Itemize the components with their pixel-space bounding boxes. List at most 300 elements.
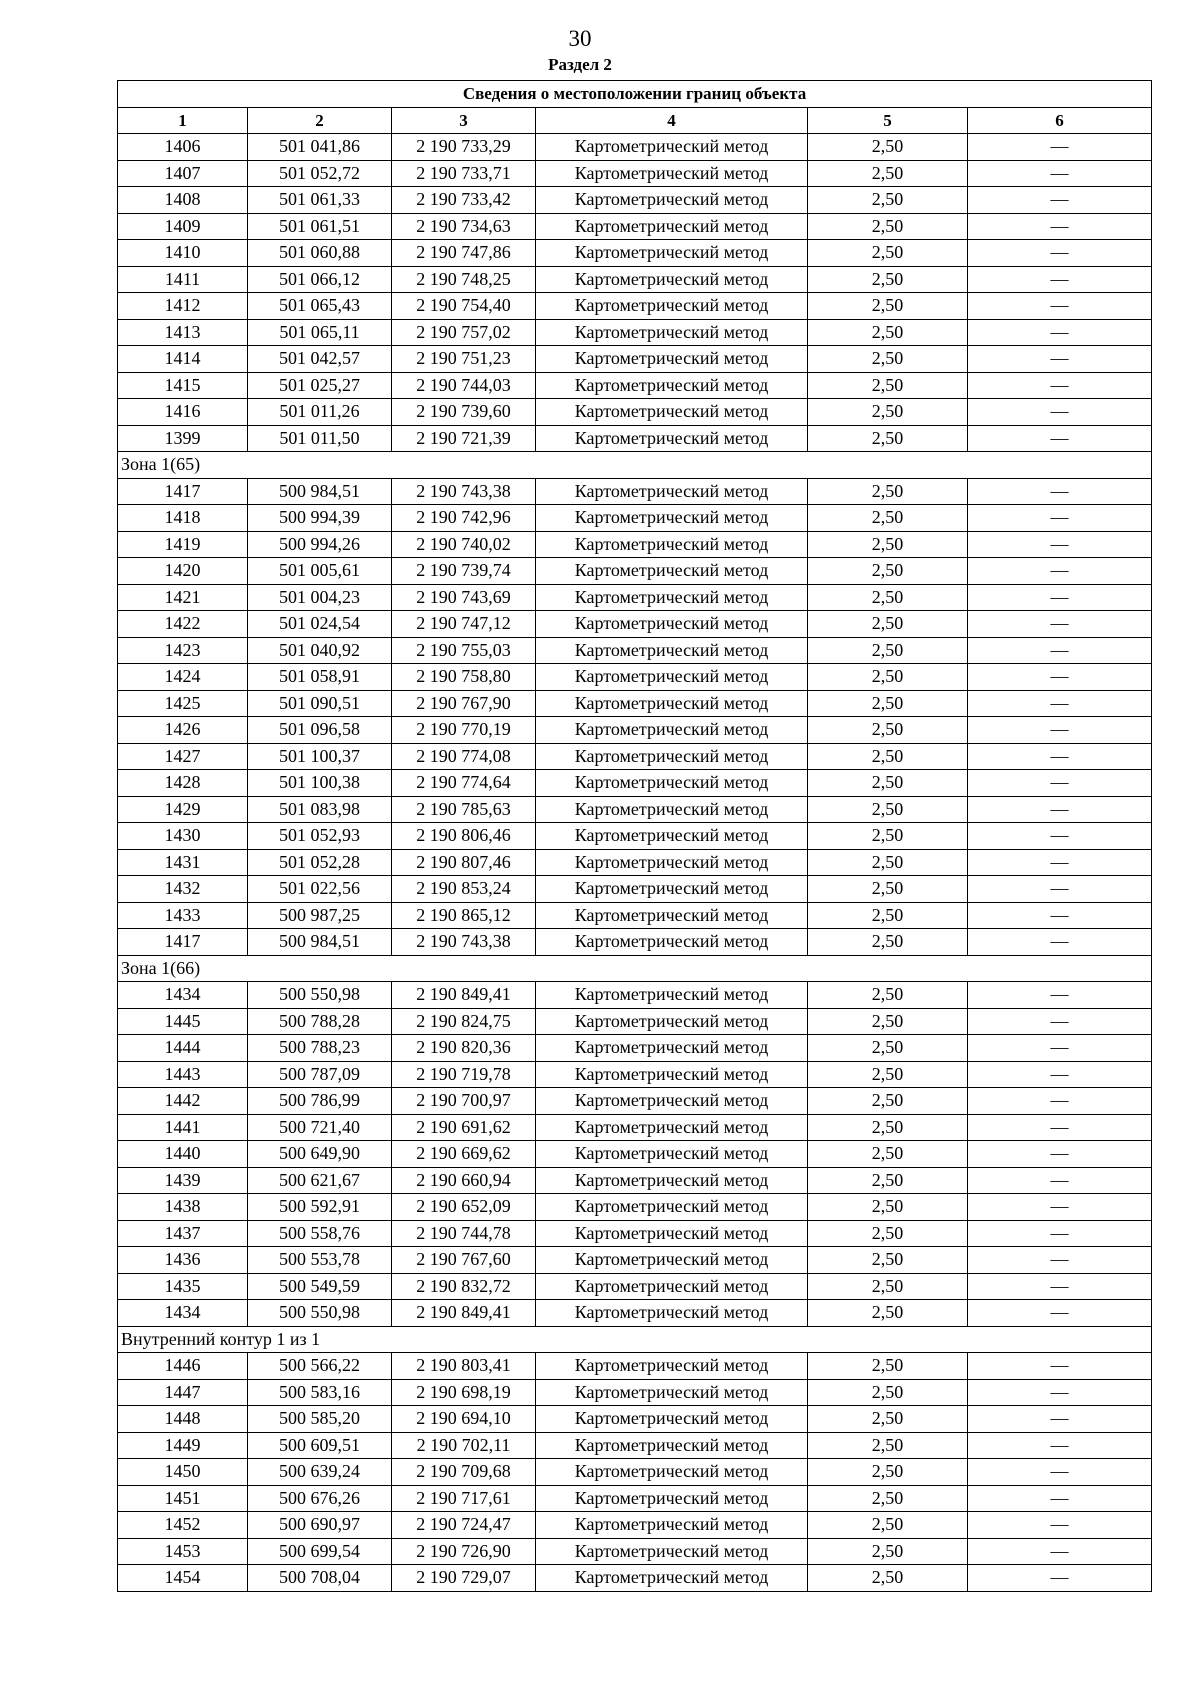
- accuracy-cell: 2,50: [808, 134, 968, 161]
- x-coordinate-cell: 501 040,92: [248, 637, 392, 664]
- x-coordinate-cell: 500 994,39: [248, 505, 392, 532]
- x-coordinate-cell: 501 005,61: [248, 558, 392, 585]
- x-coordinate-cell: 500 721,40: [248, 1114, 392, 1141]
- description-cell: —: [968, 478, 1152, 505]
- point-number-cell: 1446: [118, 1353, 248, 1380]
- method-cell: Картометрический метод: [536, 611, 808, 638]
- y-coordinate-cell: 2 190 669,62: [392, 1141, 536, 1168]
- description-cell: —: [968, 134, 1152, 161]
- method-cell: Картометрический метод: [536, 743, 808, 770]
- x-coordinate-cell: 501 061,33: [248, 187, 392, 214]
- x-coordinate-cell: 501 041,86: [248, 134, 392, 161]
- y-coordinate-cell: 2 190 767,90: [392, 690, 536, 717]
- x-coordinate-cell: 500 984,51: [248, 478, 392, 505]
- zone-label: Зона 1(66): [118, 955, 1152, 982]
- y-coordinate-cell: 2 190 824,75: [392, 1008, 536, 1035]
- column-number: 4: [536, 107, 808, 134]
- table-row: [118, 399, 1152, 426]
- y-coordinate-cell: 2 190 740,02: [392, 531, 536, 558]
- accuracy-cell: 2,50: [808, 902, 968, 929]
- accuracy-cell: 2,50: [808, 1061, 968, 1088]
- accuracy-cell: 2,50: [808, 849, 968, 876]
- x-coordinate-cell: 500 984,51: [248, 929, 392, 956]
- y-coordinate-cell: 2 190 717,61: [392, 1485, 536, 1512]
- description-cell: —: [968, 611, 1152, 638]
- accuracy-cell: 2,50: [808, 823, 968, 850]
- accuracy-cell: 2,50: [808, 1538, 968, 1565]
- description-cell: —: [968, 1008, 1152, 1035]
- method-cell: Картометрический метод: [536, 982, 808, 1009]
- x-coordinate-cell: 500 609,51: [248, 1432, 392, 1459]
- point-number-cell: 1453: [118, 1538, 248, 1565]
- accuracy-cell: 2,50: [808, 770, 968, 797]
- description-cell: —: [968, 876, 1152, 903]
- method-cell: Картометрический метод: [536, 664, 808, 691]
- description-cell: —: [968, 1565, 1152, 1592]
- accuracy-cell: 2,50: [808, 1167, 968, 1194]
- description-cell: —: [968, 1353, 1152, 1380]
- y-coordinate-cell: 2 190 774,64: [392, 770, 536, 797]
- y-coordinate-cell: 2 190 865,12: [392, 902, 536, 929]
- y-coordinate-cell: 2 190 807,46: [392, 849, 536, 876]
- point-number-cell: 1430: [118, 823, 248, 850]
- description-cell: —: [968, 982, 1152, 1009]
- y-coordinate-cell: 2 190 744,03: [392, 372, 536, 399]
- method-cell: Картометрический метод: [536, 1538, 808, 1565]
- y-coordinate-cell: 2 190 803,41: [392, 1353, 536, 1380]
- table-row: [118, 1194, 1152, 1221]
- point-number-cell: 1413: [118, 319, 248, 346]
- accuracy-cell: 2,50: [808, 213, 968, 240]
- table-row: [118, 1485, 1152, 1512]
- y-coordinate-cell: 2 190 733,42: [392, 187, 536, 214]
- y-coordinate-cell: 2 190 820,36: [392, 1035, 536, 1062]
- description-cell: —: [968, 1512, 1152, 1539]
- x-coordinate-cell: 500 621,67: [248, 1167, 392, 1194]
- table-row: [118, 372, 1152, 399]
- description-cell: —: [968, 346, 1152, 373]
- description-cell: —: [968, 1538, 1152, 1565]
- point-number-cell: 1417: [118, 478, 248, 505]
- zone-label: Зона 1(65): [118, 452, 1152, 479]
- point-number-cell: 1438: [118, 1194, 248, 1221]
- point-number-cell: 1433: [118, 902, 248, 929]
- accuracy-cell: 2,50: [808, 611, 968, 638]
- method-cell: Картометрический метод: [536, 1114, 808, 1141]
- description-cell: —: [968, 584, 1152, 611]
- zone-header-row: [118, 1326, 1152, 1353]
- description-cell: —: [968, 902, 1152, 929]
- accuracy-cell: 2,50: [808, 1088, 968, 1115]
- x-coordinate-cell: 501 060,88: [248, 240, 392, 267]
- table-row: [118, 637, 1152, 664]
- description-cell: —: [968, 929, 1152, 956]
- table-row: [118, 1459, 1152, 1486]
- table-row: [118, 664, 1152, 691]
- method-cell: Картометрический метод: [536, 346, 808, 373]
- y-coordinate-cell: 2 190 660,94: [392, 1167, 536, 1194]
- zone-header-row: [118, 955, 1152, 982]
- y-coordinate-cell: 2 190 721,39: [392, 425, 536, 452]
- y-coordinate-cell: 2 190 733,71: [392, 160, 536, 187]
- x-coordinate-cell: 500 550,98: [248, 982, 392, 1009]
- section-title: Раздел 2: [548, 55, 612, 74]
- method-cell: Картометрический метод: [536, 876, 808, 903]
- method-cell: Картометрический метод: [536, 1565, 808, 1592]
- y-coordinate-cell: 2 190 849,41: [392, 982, 536, 1009]
- x-coordinate-cell: 501 052,28: [248, 849, 392, 876]
- x-coordinate-cell: 501 058,91: [248, 664, 392, 691]
- table-row: [118, 823, 1152, 850]
- point-number-cell: 1422: [118, 611, 248, 638]
- x-coordinate-cell: 500 639,24: [248, 1459, 392, 1486]
- y-coordinate-cell: 2 190 744,78: [392, 1220, 536, 1247]
- point-number-cell: 1416: [118, 399, 248, 426]
- point-number-cell: 1407: [118, 160, 248, 187]
- point-number-cell: 1450: [118, 1459, 248, 1486]
- accuracy-cell: 2,50: [808, 372, 968, 399]
- description-cell: —: [968, 796, 1152, 823]
- x-coordinate-cell: 500 558,76: [248, 1220, 392, 1247]
- x-coordinate-cell: 500 708,04: [248, 1565, 392, 1592]
- accuracy-cell: 2,50: [808, 1008, 968, 1035]
- x-coordinate-cell: 500 787,09: [248, 1061, 392, 1088]
- x-coordinate-cell: 501 083,98: [248, 796, 392, 823]
- y-coordinate-cell: 2 190 724,47: [392, 1512, 536, 1539]
- description-cell: —: [968, 1406, 1152, 1433]
- column-number: 1: [118, 107, 248, 134]
- table-row: [118, 1300, 1152, 1327]
- table-row: [118, 160, 1152, 187]
- x-coordinate-cell: 501 004,23: [248, 584, 392, 611]
- description-cell: —: [968, 266, 1152, 293]
- y-coordinate-cell: 2 190 770,19: [392, 717, 536, 744]
- y-coordinate-cell: 2 190 652,09: [392, 1194, 536, 1221]
- x-coordinate-cell: 500 649,90: [248, 1141, 392, 1168]
- x-coordinate-cell: 500 583,16: [248, 1379, 392, 1406]
- method-cell: Картометрический метод: [536, 240, 808, 267]
- accuracy-cell: 2,50: [808, 240, 968, 267]
- point-number-cell: 1447: [118, 1379, 248, 1406]
- y-coordinate-cell: 2 190 729,07: [392, 1565, 536, 1592]
- accuracy-cell: 2,50: [808, 1194, 968, 1221]
- y-coordinate-cell: 2 190 743,69: [392, 584, 536, 611]
- accuracy-cell: 2,50: [808, 266, 968, 293]
- method-cell: Картометрический метод: [536, 1432, 808, 1459]
- table-row: [118, 690, 1152, 717]
- method-cell: Картометрический метод: [536, 770, 808, 797]
- y-coordinate-cell: 2 190 733,29: [392, 134, 536, 161]
- point-number-cell: 1410: [118, 240, 248, 267]
- y-coordinate-cell: 2 190 742,96: [392, 505, 536, 532]
- accuracy-cell: 2,50: [808, 531, 968, 558]
- accuracy-cell: 2,50: [808, 399, 968, 426]
- accuracy-cell: 2,50: [808, 929, 968, 956]
- y-coordinate-cell: 2 190 758,80: [392, 664, 536, 691]
- point-number-cell: 1427: [118, 743, 248, 770]
- column-number: 3: [392, 107, 536, 134]
- point-number-cell: 1448: [118, 1406, 248, 1433]
- point-number-cell: 1421: [118, 584, 248, 611]
- method-cell: Картометрический метод: [536, 849, 808, 876]
- method-cell: Картометрический метод: [536, 1300, 808, 1327]
- x-coordinate-cell: 500 786,99: [248, 1088, 392, 1115]
- point-number-cell: 1419: [118, 531, 248, 558]
- y-coordinate-cell: 2 190 767,60: [392, 1247, 536, 1274]
- table-row: [118, 929, 1152, 956]
- y-coordinate-cell: 2 190 747,86: [392, 240, 536, 267]
- description-cell: —: [968, 399, 1152, 426]
- table-row: [118, 425, 1152, 452]
- accuracy-cell: 2,50: [808, 346, 968, 373]
- point-number-cell: 1440: [118, 1141, 248, 1168]
- x-coordinate-cell: 501 090,51: [248, 690, 392, 717]
- table-row: [118, 584, 1152, 611]
- zone-label: Внутренний контур 1 из 1: [118, 1326, 1152, 1353]
- description-cell: —: [968, 690, 1152, 717]
- page-number: 30: [568, 26, 592, 51]
- point-number-cell: 1435: [118, 1273, 248, 1300]
- description-cell: —: [968, 1459, 1152, 1486]
- accuracy-cell: 2,50: [808, 1141, 968, 1168]
- method-cell: Картометрический метод: [536, 505, 808, 532]
- y-coordinate-cell: 2 190 734,63: [392, 213, 536, 240]
- y-coordinate-cell: 2 190 755,03: [392, 637, 536, 664]
- accuracy-cell: 2,50: [808, 478, 968, 505]
- description-cell: —: [968, 213, 1152, 240]
- method-cell: Картометрический метод: [536, 1035, 808, 1062]
- accuracy-cell: 2,50: [808, 1379, 968, 1406]
- point-number-cell: 1420: [118, 558, 248, 585]
- x-coordinate-cell: 501 100,37: [248, 743, 392, 770]
- x-coordinate-cell: 501 042,57: [248, 346, 392, 373]
- accuracy-cell: 2,50: [808, 796, 968, 823]
- y-coordinate-cell: 2 190 691,62: [392, 1114, 536, 1141]
- table-row: [118, 717, 1152, 744]
- x-coordinate-cell: 500 553,78: [248, 1247, 392, 1274]
- accuracy-cell: 2,50: [808, 187, 968, 214]
- accuracy-cell: 2,50: [808, 1300, 968, 1327]
- method-cell: Картометрический метод: [536, 425, 808, 452]
- x-coordinate-cell: 501 052,72: [248, 160, 392, 187]
- x-coordinate-cell: 501 066,12: [248, 266, 392, 293]
- description-cell: —: [968, 849, 1152, 876]
- description-cell: —: [968, 664, 1152, 691]
- method-cell: Картометрический метод: [536, 213, 808, 240]
- table-row: [118, 478, 1152, 505]
- description-cell: —: [968, 1141, 1152, 1168]
- x-coordinate-cell: 500 566,22: [248, 1353, 392, 1380]
- method-cell: Картометрический метод: [536, 134, 808, 161]
- y-coordinate-cell: 2 190 806,46: [392, 823, 536, 850]
- x-coordinate-cell: 501 065,11: [248, 319, 392, 346]
- accuracy-cell: 2,50: [808, 584, 968, 611]
- description-cell: —: [968, 531, 1152, 558]
- table-row: [118, 1114, 1152, 1141]
- description-cell: —: [968, 293, 1152, 320]
- point-number-cell: 1444: [118, 1035, 248, 1062]
- method-cell: Картометрический метод: [536, 902, 808, 929]
- x-coordinate-cell: 500 994,26: [248, 531, 392, 558]
- accuracy-cell: 2,50: [808, 558, 968, 585]
- accuracy-cell: 2,50: [808, 1485, 968, 1512]
- description-cell: —: [968, 1432, 1152, 1459]
- method-cell: Картометрический метод: [536, 1220, 808, 1247]
- table-row: [118, 346, 1152, 373]
- point-number-cell: 1414: [118, 346, 248, 373]
- table-row: [118, 266, 1152, 293]
- table-row: [118, 982, 1152, 1009]
- point-number-cell: 1441: [118, 1114, 248, 1141]
- x-coordinate-cell: 501 052,93: [248, 823, 392, 850]
- description-cell: —: [968, 505, 1152, 532]
- table-row: [118, 187, 1152, 214]
- table-row: [118, 1167, 1152, 1194]
- y-coordinate-cell: 2 190 709,68: [392, 1459, 536, 1486]
- table-row: [118, 1406, 1152, 1433]
- point-number-cell: 1426: [118, 717, 248, 744]
- description-cell: —: [968, 1061, 1152, 1088]
- x-coordinate-cell: 501 096,58: [248, 717, 392, 744]
- table-row: [118, 505, 1152, 532]
- point-number-cell: 1442: [118, 1088, 248, 1115]
- point-number-cell: 1423: [118, 637, 248, 664]
- table-row: [118, 134, 1152, 161]
- description-cell: —: [968, 240, 1152, 267]
- y-coordinate-cell: 2 190 757,02: [392, 319, 536, 346]
- zone-header-row: [118, 452, 1152, 479]
- method-cell: Картометрический метод: [536, 1194, 808, 1221]
- table-row: [118, 293, 1152, 320]
- x-coordinate-cell: 501 011,50: [248, 425, 392, 452]
- accuracy-cell: 2,50: [808, 1353, 968, 1380]
- accuracy-cell: 2,50: [808, 1406, 968, 1433]
- x-coordinate-cell: 500 788,28: [248, 1008, 392, 1035]
- table-row: [118, 1565, 1152, 1592]
- method-cell: Картометрический метод: [536, 690, 808, 717]
- table-row: [118, 1035, 1152, 1062]
- accuracy-cell: 2,50: [808, 982, 968, 1009]
- point-number-cell: 1434: [118, 982, 248, 1009]
- accuracy-cell: 2,50: [808, 319, 968, 346]
- x-coordinate-cell: 501 024,54: [248, 611, 392, 638]
- y-coordinate-cell: 2 190 754,40: [392, 293, 536, 320]
- point-number-cell: 1406: [118, 134, 248, 161]
- table-row: [118, 1008, 1152, 1035]
- description-cell: —: [968, 160, 1152, 187]
- point-number-cell: 1439: [118, 1167, 248, 1194]
- accuracy-cell: 2,50: [808, 1512, 968, 1539]
- method-cell: Картометрический метод: [536, 1141, 808, 1168]
- method-cell: Картометрический метод: [536, 1485, 808, 1512]
- point-number-cell: 1424: [118, 664, 248, 691]
- method-cell: Картометрический метод: [536, 1247, 808, 1274]
- column-number: 2: [248, 107, 392, 134]
- x-coordinate-cell: 500 690,97: [248, 1512, 392, 1539]
- y-coordinate-cell: 2 190 747,12: [392, 611, 536, 638]
- method-cell: Картометрический метод: [536, 1406, 808, 1433]
- table-body: [118, 134, 1152, 1592]
- y-coordinate-cell: 2 190 700,97: [392, 1088, 536, 1115]
- description-cell: —: [968, 717, 1152, 744]
- point-number-cell: 1437: [118, 1220, 248, 1247]
- table-row: [118, 213, 1152, 240]
- table-caption: Сведения о местоположении границ объекта: [118, 81, 1152, 108]
- point-number-cell: 1417: [118, 929, 248, 956]
- description-cell: —: [968, 1273, 1152, 1300]
- point-number-cell: 1428: [118, 770, 248, 797]
- method-cell: Картометрический метод: [536, 584, 808, 611]
- table-caption-row: [118, 81, 1152, 108]
- point-number-cell: 1434: [118, 1300, 248, 1327]
- method-cell: Картометрический метод: [536, 531, 808, 558]
- point-number-cell: 1408: [118, 187, 248, 214]
- x-coordinate-cell: 501 061,51: [248, 213, 392, 240]
- method-cell: Картометрический метод: [536, 717, 808, 744]
- method-cell: Картометрический метод: [536, 929, 808, 956]
- x-coordinate-cell: 501 011,26: [248, 399, 392, 426]
- column-number-row: [118, 107, 1152, 134]
- point-number-cell: 1449: [118, 1432, 248, 1459]
- point-number-cell: 1451: [118, 1485, 248, 1512]
- description-cell: —: [968, 1167, 1152, 1194]
- method-cell: Картометрический метод: [536, 1273, 808, 1300]
- x-coordinate-cell: 500 550,98: [248, 1300, 392, 1327]
- method-cell: Картометрический метод: [536, 319, 808, 346]
- method-cell: Картометрический метод: [536, 1088, 808, 1115]
- accuracy-cell: 2,50: [808, 1247, 968, 1274]
- y-coordinate-cell: 2 190 743,38: [392, 478, 536, 505]
- table-row: [118, 319, 1152, 346]
- accuracy-cell: 2,50: [808, 1565, 968, 1592]
- description-cell: —: [968, 1247, 1152, 1274]
- y-coordinate-cell: 2 190 739,60: [392, 399, 536, 426]
- accuracy-cell: 2,50: [808, 1220, 968, 1247]
- method-cell: Картометрический метод: [536, 1379, 808, 1406]
- method-cell: Картометрический метод: [536, 823, 808, 850]
- accuracy-cell: 2,50: [808, 1459, 968, 1486]
- x-coordinate-cell: 501 022,56: [248, 876, 392, 903]
- method-cell: Картометрический метод: [536, 637, 808, 664]
- description-cell: —: [968, 558, 1152, 585]
- table-row: [118, 1273, 1152, 1300]
- point-number-cell: 1411: [118, 266, 248, 293]
- description-cell: —: [968, 823, 1152, 850]
- description-cell: —: [968, 1379, 1152, 1406]
- table-row: [118, 611, 1152, 638]
- accuracy-cell: 2,50: [808, 1273, 968, 1300]
- accuracy-cell: 2,50: [808, 425, 968, 452]
- point-number-cell: 1399: [118, 425, 248, 452]
- y-coordinate-cell: 2 190 849,41: [392, 1300, 536, 1327]
- y-coordinate-cell: 2 190 719,78: [392, 1061, 536, 1088]
- accuracy-cell: 2,50: [808, 1114, 968, 1141]
- description-cell: —: [968, 1035, 1152, 1062]
- description-cell: —: [968, 1300, 1152, 1327]
- column-number: 6: [968, 107, 1152, 134]
- table-row: [118, 1353, 1152, 1380]
- table-row: [118, 1220, 1152, 1247]
- y-coordinate-cell: 2 190 694,10: [392, 1406, 536, 1433]
- x-coordinate-cell: 501 100,38: [248, 770, 392, 797]
- accuracy-cell: 2,50: [808, 505, 968, 532]
- y-coordinate-cell: 2 190 853,24: [392, 876, 536, 903]
- description-cell: —: [968, 319, 1152, 346]
- point-number-cell: 1418: [118, 505, 248, 532]
- x-coordinate-cell: 500 585,20: [248, 1406, 392, 1433]
- method-cell: Картометрический метод: [536, 160, 808, 187]
- table-row: [118, 743, 1152, 770]
